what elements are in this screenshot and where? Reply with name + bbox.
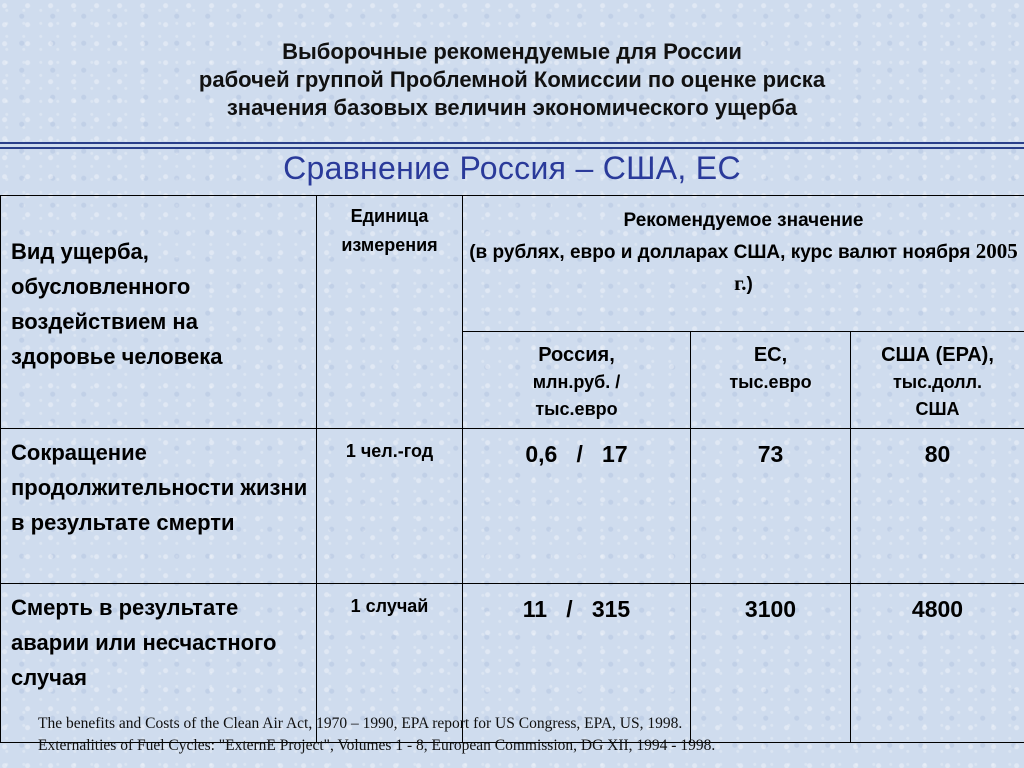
- header-eu: [691, 332, 851, 429]
- header-recommended-value: [463, 196, 1024, 332]
- header-usa-line2: тыс.долл.: [892, 372, 983, 392]
- slide-subtitle: Сравнение Россия – США, ЕС: [283, 150, 741, 186]
- header-recommended-line2: (в рублях, евро и долларах США, курс валют ноября: [469, 242, 976, 263]
- row-label: Смерть в результате аварии или несчастного случая: [1, 584, 317, 743]
- header-usa-line3: США: [915, 399, 960, 419]
- row-unit: 1 чел.-год: [317, 429, 463, 584]
- header-usa-line1: США (ЕРА),: [881, 344, 994, 366]
- header-russia: [463, 332, 691, 429]
- row-eu-value: 3100: [691, 584, 851, 743]
- row-russia-value: 0,6 / 17: [463, 429, 691, 584]
- title-divider-bottom: [0, 147, 1024, 149]
- header-russia-line1: Россия,: [538, 344, 615, 366]
- title-line-1: Выборочные рекомендуемые для России: [282, 39, 742, 64]
- footnote-1: The benefits and Costs of the Clean Air Act, 1970 – 1990, EPA report for US Congress, EPA, US, 1998.: [38, 715, 683, 732]
- row-unit: 1 случай: [317, 584, 463, 743]
- row-label: Сокращение продолжительности жизни в результате смерти: [1, 429, 317, 584]
- header-eu-line1: ЕС,: [753, 344, 788, 366]
- footnote-2: Externalities of Fuel Cycles: "ExternE Project", Volumes 1 - 8, European Commission, DG XII, 1994 - 1998.: [38, 737, 716, 754]
- row-usa-value: 4800: [851, 584, 1024, 743]
- header-recommended-line1: Рекомендуемое значение: [623, 210, 864, 231]
- header-usa: [851, 332, 1024, 429]
- header-recommended-year: 2005 г.: [734, 239, 1018, 295]
- header-damage-kind: Вид ущерба, обусловленного воздействием на здоровье человека: [1, 196, 317, 429]
- row-russia-value: 11 / 315: [463, 584, 691, 743]
- header-russia-line2: млн.руб. /: [532, 372, 621, 392]
- slide-title: [0, 38, 1024, 122]
- title-line-2: рабочей группой Проблемной Комиссии по оценке риска: [198, 67, 826, 92]
- header-recommended-close: ): [746, 274, 753, 295]
- table-row: [1, 429, 1024, 584]
- header-russia-line3: тыс.евро: [535, 399, 618, 419]
- header-eu-line2: тыс.евро: [729, 372, 812, 392]
- title-line-3: значения базовых величин экономического ущерба: [226, 95, 798, 120]
- row-usa-value: 80: [851, 429, 1024, 584]
- footnotes: [38, 713, 715, 757]
- header-unit: Единица измерения: [317, 196, 463, 429]
- comparison-table: [0, 195, 1024, 743]
- row-eu-value: 73: [691, 429, 851, 584]
- title-divider-top: [0, 142, 1024, 144]
